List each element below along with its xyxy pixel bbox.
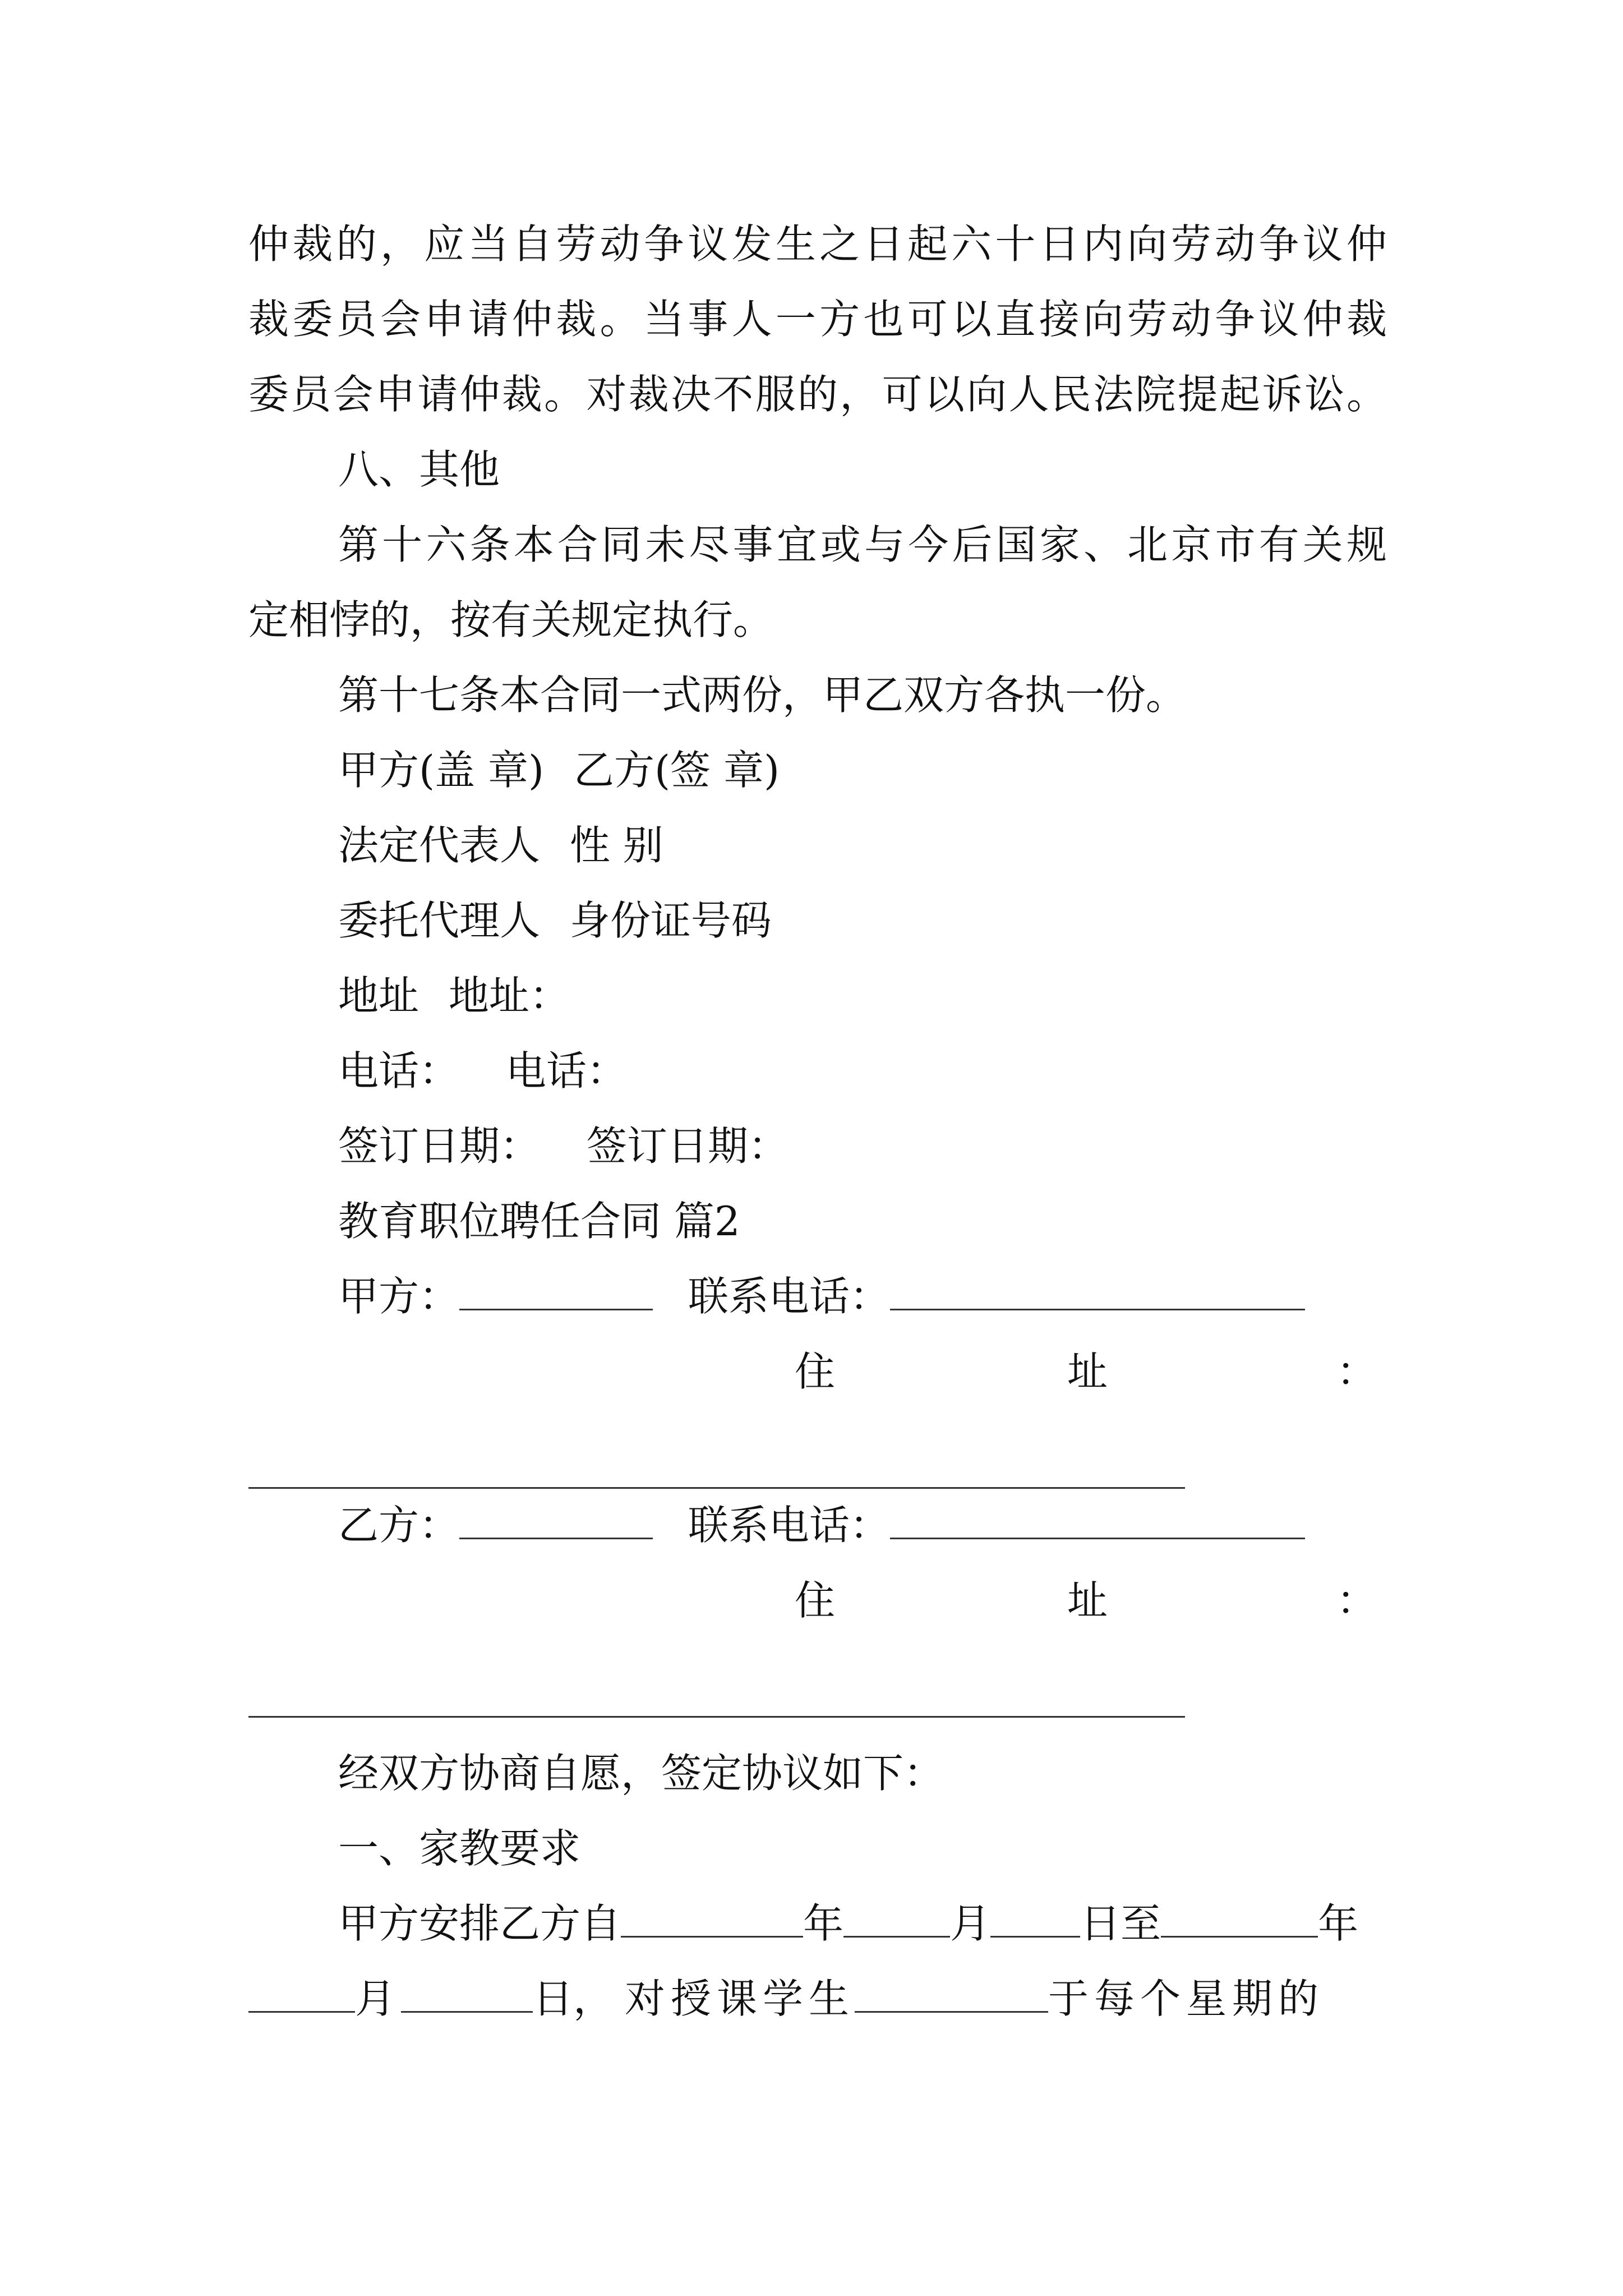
party-a-address-blank[interactable] <box>248 1487 1185 1489</box>
date-a-label: 签订日期： <box>338 1122 541 1170</box>
month-label: 月 <box>355 1975 396 2022</box>
address-label-colon: ： <box>1336 1577 1377 1624</box>
signature-row-date <box>338 1118 1387 1174</box>
paragraph-line: 委员会申请仲裁。对裁决不服的，可以向人民法院提起诉讼。 <box>248 371 1387 418</box>
start-month-blank[interactable] <box>843 1899 950 1938</box>
start-year-blank[interactable] <box>621 1899 803 1938</box>
year-label: 年 <box>1318 1900 1359 1947</box>
address-a-label: 地址 <box>338 972 419 1019</box>
signature-row-rep <box>338 817 1387 873</box>
date-b-label: 签订日期： <box>586 1122 789 1170</box>
gender-label: 性 别 <box>569 822 663 869</box>
party-b-address-blank[interactable] <box>248 1716 1185 1718</box>
signature-row-parties <box>338 742 1387 798</box>
article-17: 第十七条本合同一式两份，甲乙双方各执一份。 <box>338 671 1187 719</box>
phone-b-label: 电话： <box>505 1047 627 1094</box>
student-label: 对授课学生 <box>625 1975 855 2022</box>
month-label: 月 <box>950 1900 991 1947</box>
end-year-blank[interactable] <box>1161 1899 1318 1938</box>
party-b-label: 乙方： <box>338 1502 460 1549</box>
party-b-name-blank[interactable] <box>459 1501 653 1539</box>
section-heading: 八、其他 <box>338 446 500 493</box>
agreement-intro: 经双方协商自愿，签定协议如下： <box>338 1750 944 1797</box>
party-a-label: 甲方： <box>338 1273 460 1320</box>
agent-label: 委托代理人 <box>338 897 541 944</box>
day-to-label: 日至 <box>1080 1900 1161 1947</box>
end-month-blank[interactable] <box>248 1974 355 2013</box>
day-label: 日， <box>533 1975 614 2022</box>
party-a-seal-label: 甲方(盖 章) <box>338 747 545 794</box>
schedule-text: 甲方安排乙方自 <box>338 1900 621 1947</box>
address-b-label: 地址： <box>448 972 570 1019</box>
signature-row-address <box>338 968 1387 1024</box>
end-day-blank[interactable] <box>401 1974 533 2013</box>
party-a-name-blank[interactable] <box>459 1272 653 1310</box>
address-label-char: 址 <box>1067 1348 1108 1395</box>
address-label-char: 住 <box>795 1348 836 1395</box>
address-label-char: 址 <box>1067 1577 1108 1624</box>
address-label-colon: ： <box>1336 1348 1377 1395</box>
start-day-blank[interactable] <box>990 1899 1080 1938</box>
paragraph-line: 裁委员会申请仲裁。当事人一方也可以直接向劳动争议仲裁 <box>248 296 1387 343</box>
party-b-phone-blank[interactable] <box>890 1501 1305 1539</box>
phone-label: 联系电话： <box>688 1273 890 1320</box>
signature-row-agent <box>338 892 1387 949</box>
section-heading: 一、家教要求 <box>338 1825 581 1872</box>
legal-rep-label: 法定代表人 <box>338 822 541 869</box>
phone-label: 联系电话： <box>688 1502 890 1549</box>
party-a-phone-blank[interactable] <box>890 1272 1305 1310</box>
year-label: 年 <box>803 1900 844 1947</box>
schedule-line <box>248 1971 1387 2027</box>
party-b-sign-label: 乙方(签 章) <box>573 747 780 794</box>
party-b-row <box>338 1497 1387 1553</box>
phone-a-label: 电话： <box>338 1047 460 1094</box>
contract-title: 教育职位聘任合同 篇2 <box>338 1198 740 1245</box>
address-label-char: 住 <box>795 1577 836 1624</box>
schedule-line <box>338 1895 1387 1952</box>
weekday-label: 于每个星期的 <box>1048 1975 1325 2022</box>
article-16-line: 定相悖的，按有关规定执行。 <box>248 596 774 643</box>
article-16-line: 第十六条本合同未尽事宜或与今后国家、北京市有关规 <box>338 521 1387 568</box>
party-a-row <box>338 1268 1387 1324</box>
paragraph-line: 仲裁的，应当自劳动争议发生之日起六十日内向劳动争议仲 <box>248 220 1387 268</box>
student-name-blank[interactable] <box>855 1974 1048 2013</box>
id-number-label: 身份证号码 <box>569 897 772 944</box>
signature-row-phone <box>338 1043 1387 1099</box>
